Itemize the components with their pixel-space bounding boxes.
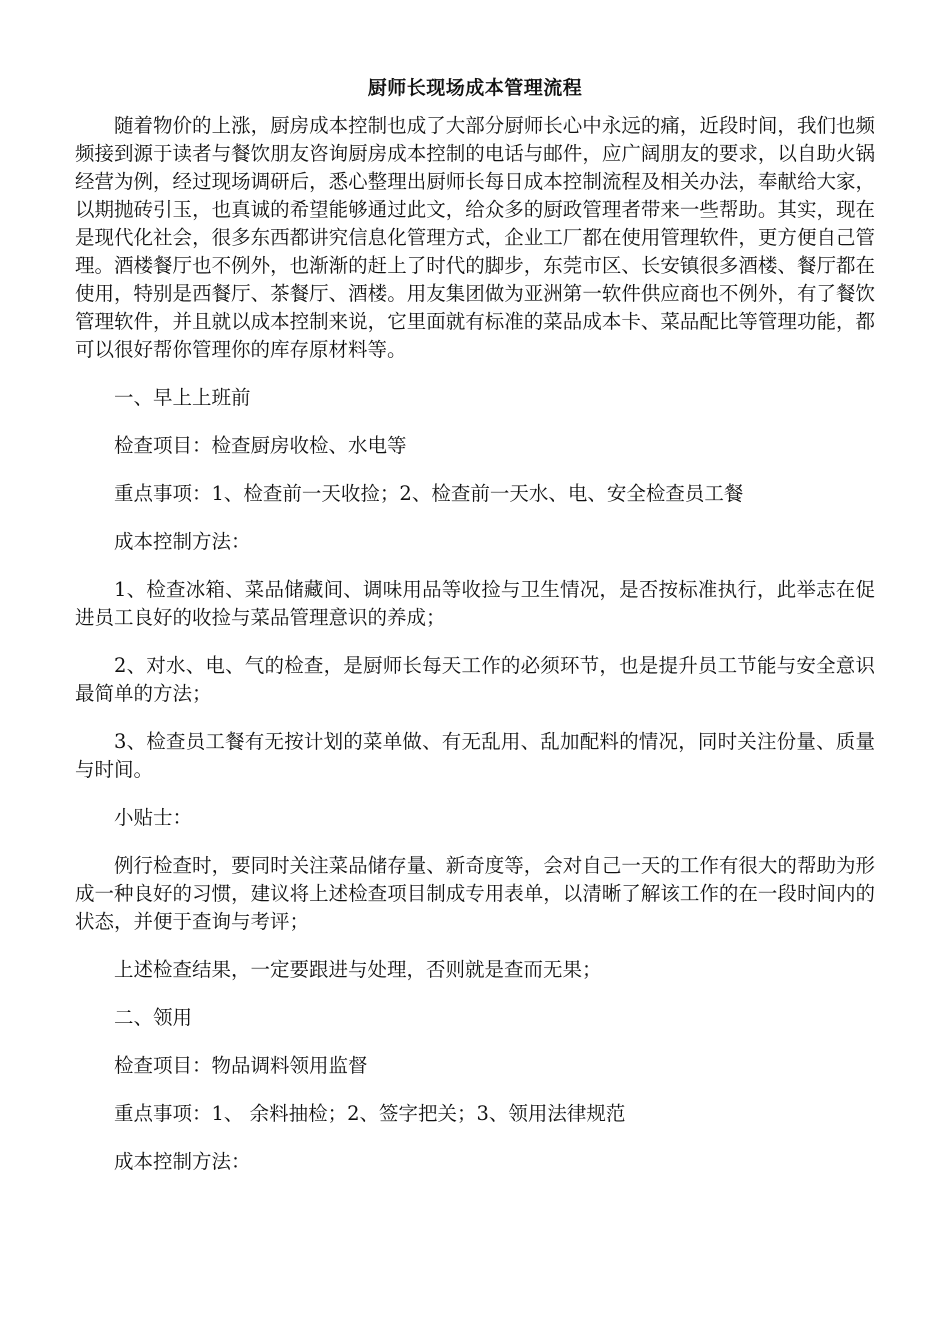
check-items-1: 检查项目：检查厨房收检、水电等 — [114, 434, 407, 457]
key-points-1: 重点事项：1、检查前一天收捡；2、检查前一天水、电、安全检查员工餐 — [114, 482, 744, 505]
cost-method-label-2: 成本控制方法： — [114, 1150, 251, 1173]
tips-label: 小贴士： — [114, 806, 193, 829]
tips-paragraph: 例行检查时，要同时关注菜品储存量、新奇度等，会对自己一天的工作有很大的帮助为形成一种良好的习惯，建议将上述检查项目制成专用表单，以清晰了解该工作的在一段时间内的状态，并便于查询与考评； — [75, 854, 875, 933]
intro-paragraph: 随着物价的上涨，厨房成本控制也成了大部分厨师长心中永远的痛，近段时间，我们也频频接到源于读者与餐饮朋友咨询厨房成本控制的电话与邮件，应广阔朋友的要求，以自助火锅经营为例，经过现场调研后，悉心整理出厨师长每日成本控制流程及相关办法，奉献给大家，以期抛砖引玉，也真诚的希望能够通过此文，给众多的厨政管理者带来一些帮助。其实，现在是现代化社会，很多东西都讲究信息化管理方式，企业工厂都在使用管理软件，更方便自己管理。酒楼餐厅也不例外，也渐渐的赶上了时代的脚步，东莞市区、长安镇很多酒楼、餐厅都在使用，特别是西餐厅、茶餐厅、酒楼。用友集团做为亚洲第一软件供应商也不例外，有了餐饮管理软件，并且就以成本控制来说，它里面就有标准的菜品成本卡、菜品配比等管理功能，都可以很好帮你管理你的库存原材料等。 — [75, 114, 875, 361]
key-points-2: 重点事项：1、 余料抽检；2、签字把关；3、领用法律规范 — [114, 1102, 626, 1125]
method-item-2: 2、对水、电、气的检查，是厨师长每天工作的必须环节，也是提升员工节能与安全意识最简单的方法； — [75, 654, 875, 705]
check-items-2: 检查项目：物品调料领用监督 — [114, 1054, 368, 1077]
section-heading-1: 一、早上上班前 — [114, 386, 251, 409]
section-heading-2: 二、领用 — [114, 1006, 193, 1029]
cost-method-label-1: 成本控制方法： — [114, 530, 251, 553]
method-item-1: 1、检查冰箱、菜品储藏间、调味用品等收捡与卫生情况，是否按标准执行，此举志在促进员工良好的收捡与菜品管理意识的养成； — [75, 578, 875, 629]
followup-paragraph: 上述检查结果，一定要跟进与处理，否则就是查而无果； — [114, 958, 602, 981]
document-page — [75, 70, 875, 1176]
method-item-3: 3、检查员工餐有无按计划的菜单做、有无乱用、乱加配料的情况，同时关注份量、质量与时间。 — [75, 730, 875, 781]
document-title: 厨师长现场成本管理流程 — [367, 77, 583, 99]
